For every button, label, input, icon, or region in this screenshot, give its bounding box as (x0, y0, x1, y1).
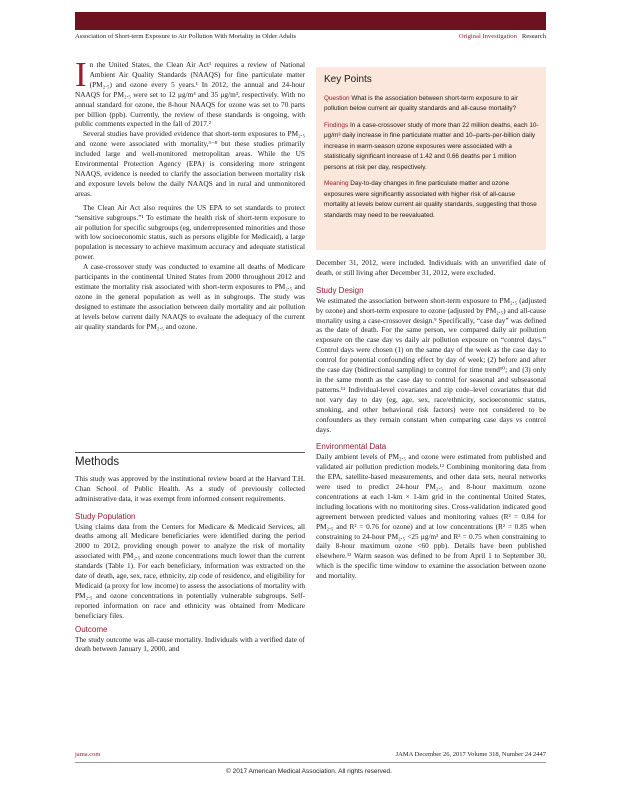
intro-paragraph-3: The Clean Air Act also requires the US EPA to set standards to protect “sensitive subgroups.”¹ To estimate the health risk of short-term exposure to air pollution for specific subgroups (eg, underrepresented minorities and those with low socioeconomic status, such as persons eligible for Medicaid), a large population is necessary to achieve maximum accuracy and adequate statistical power. (75, 202, 305, 262)
intro-paragraph-4: A case-crossover study was conducted to examine all deaths of Medicare participants in the continental United States from 2000 throughout 2012 and estimate the mortality risk associated with short-term exposures to PM₂.₅ and ozone in the general population as well as in subgroups. The study was designed to estimate the association between daily mortality and air pollution at levels below current daily NAAQS to evaluate the adequacy of the current air quality standards for PM₂.₅ and ozone. (75, 262, 305, 331)
running-title: Association of Short-term Exposure to Air Pollution With Mortality in Older Adults (75, 33, 297, 40)
footer-divider (75, 762, 546, 763)
journal-site-link[interactable]: jama.com (75, 751, 101, 758)
key-points-findings: Findings In a case-crossover study of more than 22 million deaths, each 10-μg/m³ daily increase in fine particulate matter and 10–parts-per-billion daily increase in warm-season ozone exposures were associated with a statistically significant increase of 1.42 and 0.66 deaths per 1 million persons at risk per day, respectively. (324, 121, 539, 171)
environmental-data-text: Daily ambient levels of PM₂.₅ and ozone were estimated from published and validated air pollution prediction models.¹² Combining monitoring data from the EPA, satellite-based measurements, and other data sets, neural networks were used to predict 24-hour PM₂.₅ and 8-hour maximum ozone concentrations at each 1-km × 1-km grid in the continental United States, including locations with no monitoring sites. Cross-validation indicated good agreement between predicted values and monitoring values (R² = 0.84 for PM₂.₅ and R² = 0.76 for ozone) and at low concentrations (R² = 0.85 when constraining to 24-hour PM₂.₅ <25 μg/m³ and R² = 0.75 when constraining to daily 8-hour maximum ozone <60 ppb). Details have been published elsewhere.¹² Warm season was defined to be from April 1 to September 30, which is the specific time window to examine the association between ozone and mortality. (316, 452, 546, 581)
study-design-text: We estimated the association between short-term exposure to PM₂.₅ (adjusted by ozone) and short-term exposure to ozone (adjusted by PM₂.₅) and all-cause mortality using a case-crossover design.⁹ Specifically, “case day” was defined as the date of death. For the same person, we compared daily air pollution exposure on the case day vs daily air pollution exposure on “control days.” Control days were chosen (1) on the same day of the week as the case day to control for potential confounding effect by day of week; (2) before and after the case day (bidirectional sampling) to control for time trend¹⁰; and (3) only in the same month as the case day to control for seasonal and subseasonal patterns.¹¹ Individual-level covariates and zip code–level covariates that did not vary day to day (eg, age, sex, race/ethnicity, socioeconomic status, smoking, and other behavioral risk factors) were not considered to be confounders as they remain constant when comparing case days vs control days. (316, 295, 546, 434)
methods-heading: Methods (75, 452, 305, 468)
intro-paragraph-1: In the United States, the Clean Air Act¹ requires a review of National Ambient Air Quality Standards (NAAQS) for fine particulate matter (PM₂.₅) and ozone every 5 years.¹ In 2012, the annual and 24-hour NAAQS for PM₂.₅ were set to 12 μg/m³ and 35 μg/m³, respectively. With no annual standard for ozone, the 8-hour NAAQS for ozone was set to 70 parts per billion (ppb). Currently, the review of these standards is ongoing, with public comments expected in the fall of 2017.² (75, 55, 305, 129)
right-column (316, 258, 546, 581)
section-label: Original Investigation (458, 33, 517, 40)
outcome-heading: Outcome (75, 624, 108, 634)
key-points-title: Key Points (324, 74, 372, 85)
copyright-notice: © 2017 American Medical Association. All rights reserved. (226, 768, 392, 775)
key-points-question: Question What is the association between short-term exposure to air pollution below current air quality standards and all-cause mortality? (324, 94, 518, 112)
study-population-text: Using claims data from the Centers for Medicare & Medicaid Services, all deaths among all Medicare beneficiaries were identified during the period 2000 to 2012, providing enough power to analyze the risk of mortality associated with PM₂.₅ and ozone concentrations much lower than the current standards (Table 1). For each beneficiary, information was extracted on the date of death, age, sex, race, ethnicity, zip code of residence, and eligibility for Medicaid (a proxy for low income) to assess the associations of mortality with PM₂.₅ and ozone concentrations in potentially vulnerable subgroups. Self-reported information on race and ethnicity was obtained from Medicare beneficiary files. (75, 521, 305, 620)
section-type: Research (521, 33, 546, 40)
key-points-meaning: Meaning Day-to-day changes in fine particulate matter and ozone exposures were significantly associated with higher risk of all-cause mortality at levels below current air quality standards, suggesting that those standards may need to be reevaluated. (324, 180, 537, 219)
journal-citation: JAMA December 26, 2017 Volume 318, Number 24 2447 (395, 751, 546, 758)
meaning-label: Meaning (324, 180, 349, 187)
drop-cap: I (75, 55, 87, 94)
journal-color-bar (75, 12, 546, 30)
findings-label: Findings (324, 121, 349, 129)
environmental-data-heading: Environmental Data (316, 442, 387, 452)
key-points-box (316, 67, 546, 250)
methods-paragraph: This study was approved by the institutional review board at the Harvard T.H. Chan School of Public Health. As a study of previously collected administrative data, it was exempt from informed consent requirements. (75, 473, 305, 503)
question-label: Question (324, 94, 350, 102)
outcome-continued: December 31, 2012, were included. Individuals with an unverified date of death, or still living after December 31, 2012, were excluded. (316, 258, 546, 277)
study-design-heading: Study Design (316, 285, 364, 295)
section-header (459, 33, 546, 40)
study-population-heading: Study Population (75, 511, 136, 521)
intro-paragraph-2: Several studies have provided evidence that short-term exposures to PM₂.₅ and ozone were associated with mortality,³⁻⁸ but these studies primarily included large and well-monitored metropolitan areas. While the US Environmental Protection Agency (EPA) is considering more stringent NAAQS, evidence is needed to clarify the association between mortality risk and exposure levels below the daily NAAQS and in rural and unmonitored areas. (75, 129, 305, 198)
methods-section (75, 452, 305, 654)
intro-column (75, 55, 305, 331)
outcome-text: The study outcome was all-cause mortality. Individuals with a verified date of death between January 1, 2000, and (75, 634, 305, 654)
